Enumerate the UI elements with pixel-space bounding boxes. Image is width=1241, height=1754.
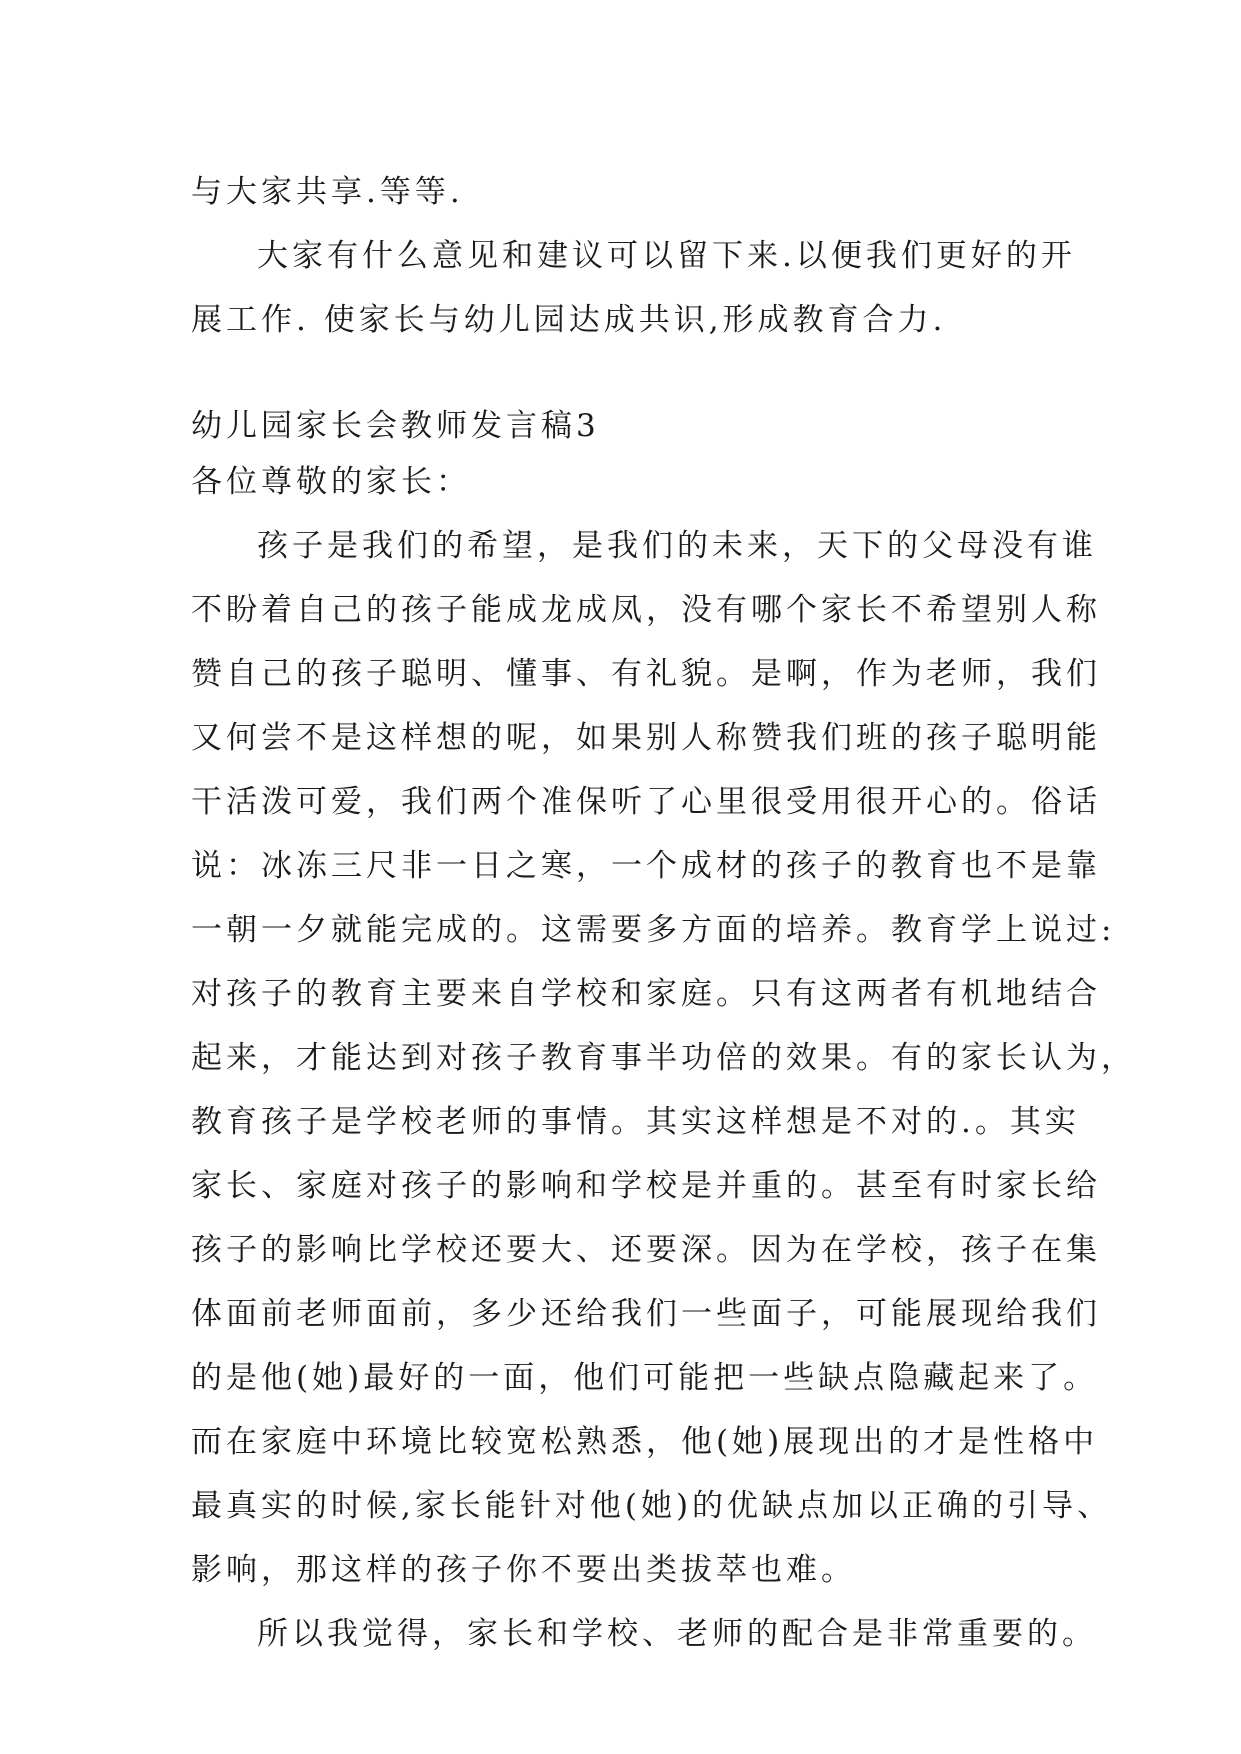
- paragraph-line: 体面前老师面前，多少还给我们一些面子，可能展现给我们: [191, 1296, 1101, 1332]
- paragraph-line: 起来，才能达到对孩子教育事半功倍的效果。有的家长认为，: [191, 1040, 1136, 1076]
- paragraph-line: 孩子的影响比学校还要大、还要深。因为在学校，孩子在集: [191, 1232, 1101, 1268]
- paragraph-line: 说：冰冻三尺非一日之寒，一个成材的孩子的教育也不是靠: [191, 848, 1101, 884]
- section-title: 幼儿园家长会教师发言稿3: [191, 408, 600, 444]
- paragraph-line: 赞自己的孩子聪明、懂事、有礼貌。是啊，作为老师，我们: [191, 656, 1101, 692]
- body-paragraph: [191, 514, 1136, 1602]
- section-spacer: [191, 352, 1071, 394]
- salutation: 各位尊敬的家长：: [191, 464, 471, 500]
- paragraph-line: 的是他(她)最好的一面，他们可能把一些缺点隐藏起来了。: [191, 1360, 1099, 1396]
- paragraph-line: 与大家共享.等等.: [191, 174, 464, 210]
- paragraph-line: 所以我觉得，家长和学校、老师的配合是非常重要的。: [257, 1616, 1097, 1652]
- paragraph-line: 又何尝不是这样想的呢，如果别人称赞我们班的孩子聪明能: [191, 720, 1101, 756]
- paragraph-line: 孩子是我们的希望，是我们的未来，天下的父母没有谁: [257, 528, 1097, 564]
- paragraph-line: 不盼着自己的孩子能成龙成凤，没有哪个家长不希望别人称: [191, 592, 1101, 628]
- document-content: [191, 160, 1136, 1666]
- paragraph-line: 对孩子的教育主要来自学校和家庭。只有这两者有机地结合: [191, 976, 1101, 1012]
- final-paragraph: [191, 1602, 1097, 1666]
- closing-paragraph: [191, 224, 1076, 352]
- paragraph-line: 大家有什么意见和建议可以留下来.以便我们更好的开: [257, 238, 1076, 274]
- paragraph-line: 一朝一夕就能完成的。这需要多方面的培养。教育学上说过:: [191, 912, 1116, 948]
- paragraph-line: 影响，那这样的孩子你不要出类拔萃也难。: [191, 1552, 856, 1588]
- paragraph-line: 最真实的时候,家长能针对他(她)的优缺点加以正确的引导、: [191, 1488, 1113, 1524]
- paragraph-line: 干活泼可爱，我们两个准保听了心里很受用很开心的。俗话: [191, 784, 1101, 820]
- paragraph-line: 家长、家庭对孩子的影响和学校是并重的。甚至有时家长给: [191, 1168, 1101, 1204]
- paragraph-line: 展工作. 使家长与幼儿园达成共识,形成教育合力.: [191, 302, 947, 338]
- paragraph-line: 教育孩子是学校老师的事情。其实这样想是不对的.。其实: [191, 1104, 1080, 1140]
- paragraph-line: 而在家庭中环境比较宽松熟悉，他(她)展现出的才是性格中: [191, 1424, 1099, 1460]
- continuation-paragraph: [191, 160, 1071, 224]
